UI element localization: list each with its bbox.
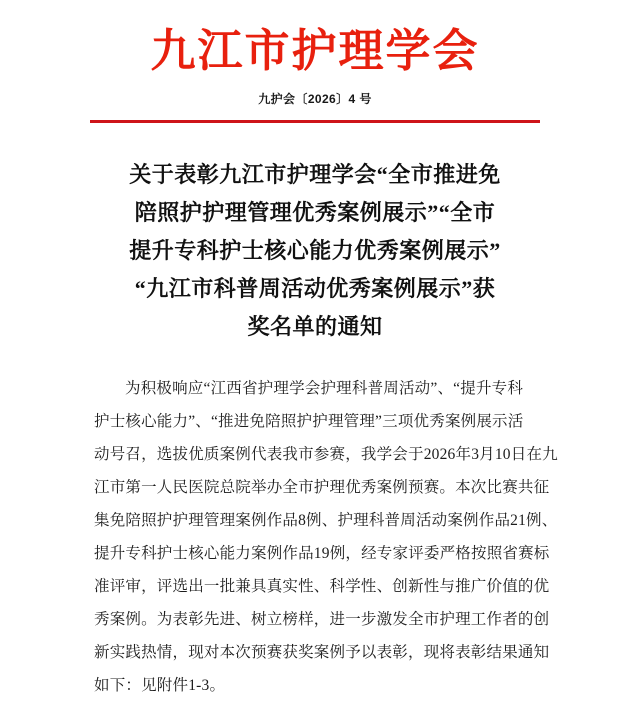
title-line: 奖名单的通知 — [247, 313, 383, 339]
body-line: 如下：见附件1-3。 — [94, 676, 226, 694]
body-line: 集免陪照护护理管理案例作品8例、护理科普周活动案例作品21例、 — [94, 511, 558, 529]
letterhead-divider-rule — [90, 120, 540, 123]
body-line: 护士核心能力”、“推进免陪照护护理管理”三项优秀案例展示活 — [94, 412, 524, 430]
body-line: 提升专科护士核心能力案例作品19例，经专家评委严格按照省赛标 — [94, 544, 550, 562]
body-line: 秀案例。为表彰先进、树立榜样，进一步激发全市护理工作者的创 — [94, 610, 550, 628]
title-line: “九江市科普周活动优秀案例展示”获 — [134, 275, 496, 301]
organization-title: 九江市护理学会 — [150, 26, 480, 76]
title-line: 提升专科护士核心能力优秀案例展示” — [129, 238, 501, 264]
document-body — [94, 372, 558, 702]
body-line: 准评审，评选出一批兼具真实性、科学性、创新性与推广价值的优 — [94, 577, 550, 595]
body-line: 江市第一人民医院总院举办全市护理优秀案例预赛。本次比赛共征 — [94, 478, 550, 496]
document-title — [100, 156, 530, 345]
title-line: 关于表彰九江市护理学会“全市推进免 — [129, 162, 501, 188]
body-line: 为积极响应“江西省护理学会护理科普周活动”、“提升专科 — [125, 379, 524, 397]
body-line: 动号召，选拔优质案例代表我市参赛，我学会于2026年3月10日在九 — [94, 445, 558, 463]
document-number: 九护会〔2026〕4 号 — [258, 92, 372, 107]
title-line: 陪照护护理管理优秀案例展示”“全市 — [134, 200, 496, 226]
letterhead — [0, 0, 630, 123]
body-line: 新实践热情，现对本次预赛获奖案例予以表彰，现将表彰结果通知 — [94, 643, 550, 661]
